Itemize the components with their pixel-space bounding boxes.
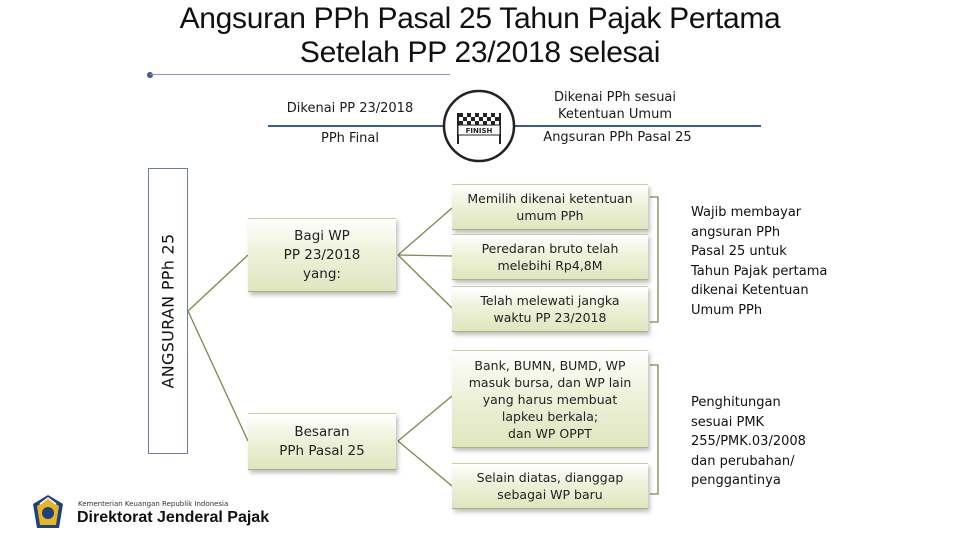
page-title: [0, 2, 960, 70]
label-angsuran-pph-25: Angsuran PPh Pasal 25: [543, 130, 692, 145]
box-bagi-wp-line: yang:: [303, 265, 341, 282]
title-line-1: Angsuran PPh Pasal 25 Tahun Pajak Pertama: [179, 2, 781, 35]
condition-line: umum PPh: [516, 208, 584, 223]
box-besaran: [248, 413, 396, 470]
condition-line: Peredaran bruto telah: [481, 241, 619, 256]
label-pph-final: PPh Final: [320, 131, 379, 146]
title-line-2: Setelah PP 23/2018 selesai: [299, 36, 661, 69]
condition-box-bank-bumn: [452, 350, 648, 448]
vertical-label-box: [148, 168, 188, 454]
condition-line: Memilih dikenai ketentuan: [467, 191, 633, 206]
box-bagi-wp: [248, 218, 396, 292]
box-bagi-wp-line: Bagi WP: [294, 227, 350, 244]
result-line: dan perubahan/: [691, 453, 795, 469]
label-dikenai-pph-umum: [535, 89, 695, 123]
result-wajib-membayar: [691, 203, 827, 320]
condition-line: dan WP OPPT: [508, 425, 592, 441]
result-line: angsuran PPh: [691, 224, 781, 240]
logo-directorate-text: Direktorat Jenderal Pajak: [77, 509, 270, 526]
finish-flag-icon: [441, 88, 517, 164]
box-besaran-line: PPh Pasal 25: [279, 442, 365, 459]
label-dikenai-pp: Dikenai PP 23/2018: [286, 101, 414, 116]
result-line: penggantinya: [691, 473, 781, 488]
box-besaran-line: Besaran: [294, 423, 350, 440]
djp-logo: [28, 490, 268, 532]
condition-box-peredaran: [452, 234, 648, 280]
condition-box-memilih: [452, 184, 648, 230]
condition-box-wp-baru: [452, 463, 648, 509]
result-line: Tahun Pajak pertama: [691, 263, 828, 279]
box-bagi-wp-line: PP 23/2018: [283, 246, 361, 263]
result-line: dikenai Ketentuan: [691, 283, 809, 298]
title-underline: [150, 74, 450, 75]
condition-line: waktu PP 23/2018: [493, 310, 607, 325]
label-dikenai-pph-umum-line2: Ketentuan Umum: [558, 107, 672, 122]
condition-line: Selain diatas, dianggap: [476, 470, 624, 485]
condition-line: Telah melewati jangka: [480, 293, 620, 308]
result-line: Wajib membayar: [691, 205, 802, 220]
finish-flag-text: FINISH: [465, 127, 493, 135]
condition-line: yang harus membuat: [482, 391, 618, 407]
label-dikenai-pph-umum-line1: Dikenai PPh sesuai: [553, 90, 677, 105]
djp-emblem-icon: [28, 492, 68, 532]
result-line: Pasal 25 untuk: [691, 244, 787, 259]
result-line: Penghitungan: [691, 395, 781, 410]
condition-line: Bank, BUMN, BUMD, WP: [474, 357, 626, 373]
vertical-label: ANGSURAN PPh 25: [158, 233, 178, 389]
condition-line: lapkeu berkala;: [501, 408, 599, 424]
condition-box-jangka-waktu: [452, 286, 648, 332]
condition-line: masuk bursa, dan WP lain: [468, 374, 632, 390]
title-underline-dot: [147, 72, 153, 78]
result-line: sesuai PMK: [691, 414, 765, 430]
condition-line: melebihi Rp4,8M: [497, 258, 603, 273]
result-penghitungan: [691, 393, 806, 491]
result-line: Umum PPh: [691, 302, 763, 318]
result-line: 255/PMK.03/2008: [691, 434, 806, 449]
logo-ministry-text: Kementerian Keuangan Republik Indonesia: [78, 500, 229, 508]
condition-line: sebagai WP baru: [497, 487, 603, 502]
